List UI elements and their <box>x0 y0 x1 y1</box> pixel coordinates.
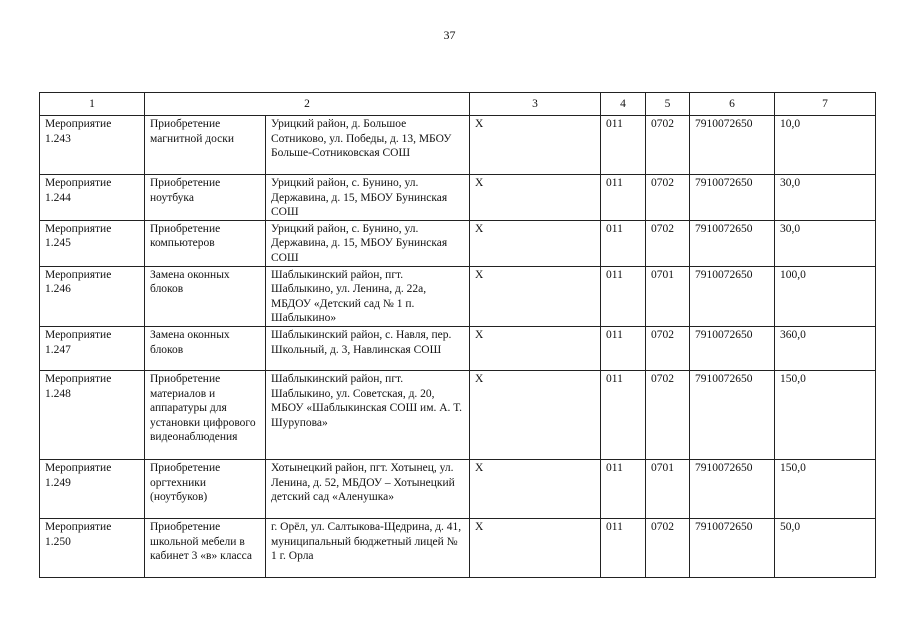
item-cell: Приобретение оргтехники (ноутбуков) <box>145 459 266 518</box>
address-cell: Урицкий район, д. Большое Сотниково, ул. Победы, д. 13, МБОУ Больше-Сотниковская СОШ <box>266 116 470 175</box>
col4-cell: 011 <box>601 326 646 370</box>
col6-cell: 7910072650 <box>690 459 775 518</box>
event-cell: Мероприятие 1.245 <box>40 220 145 266</box>
address-cell: Хотынецкий район, пгт. Хотынец, ул. Ленина, д. 52, МБДОУ – Хотынецкий детский сад «Аленушка» <box>266 459 470 518</box>
col6-cell: 7910072650 <box>690 370 775 459</box>
table-row <box>40 518 876 577</box>
header-col-3: 3 <box>470 93 601 116</box>
col4-cell: 011 <box>601 370 646 459</box>
col3-cell: X <box>470 370 601 459</box>
event-cell: Мероприятие 1.249 <box>40 459 145 518</box>
item-cell: Приобретение магнитной доски <box>145 116 266 175</box>
event-cell: Мероприятие 1.243 <box>40 116 145 175</box>
item-cell: Приобретение компьютеров <box>145 220 266 266</box>
col6-cell: 7910072650 <box>690 518 775 577</box>
col6-cell: 7910072650 <box>690 175 775 221</box>
budget-table <box>39 92 876 578</box>
header-col-5: 5 <box>646 93 690 116</box>
col4-cell: 011 <box>601 518 646 577</box>
page-number: 37 <box>443 28 456 42</box>
event-cell: Мероприятие 1.246 <box>40 266 145 326</box>
col5-cell: 0702 <box>646 220 690 266</box>
col7-cell: 360,0 <box>775 326 876 370</box>
col5-cell: 0702 <box>646 116 690 175</box>
table-row <box>40 266 876 326</box>
col3-cell: X <box>470 326 601 370</box>
item-cell: Приобретение ноутбука <box>145 175 266 221</box>
col7-cell: 50,0 <box>775 518 876 577</box>
col6-cell: 7910072650 <box>690 116 775 175</box>
address-cell: Урицкий район, с. Бунино, ул. Державина, д. 15, МБОУ Бунинская СОШ <box>266 175 470 221</box>
col7-cell: 150,0 <box>775 459 876 518</box>
col5-cell: 0702 <box>646 370 690 459</box>
col5-cell: 0702 <box>646 326 690 370</box>
col7-cell: 150,0 <box>775 370 876 459</box>
col4-cell: 011 <box>601 175 646 221</box>
item-cell: Замена оконных блоков <box>145 266 266 326</box>
col4-cell: 011 <box>601 220 646 266</box>
col3-cell: X <box>470 266 601 326</box>
col6-cell: 7910072650 <box>690 326 775 370</box>
header-col-2: 2 <box>145 93 470 116</box>
col6-cell: 7910072650 <box>690 220 775 266</box>
event-cell: Мероприятие 1.248 <box>40 370 145 459</box>
table-row <box>40 370 876 459</box>
table-row <box>40 116 876 175</box>
col4-cell: 011 <box>601 116 646 175</box>
address-cell: Шаблыкинский район, с. Навля, пер. Школьный, д. 3, Навлинская СОШ <box>266 326 470 370</box>
address-cell: Шаблыкинский район, пгт. Шаблыкино, ул. Советская, д. 20, МБОУ «Шаблыкинская СОШ им. А. Т. Шурупова» <box>266 370 470 459</box>
address-cell: Шаблыкинский район, пгт. Шаблыкино, ул. Ленина, д. 22а, МБДОУ «Детский сад № 1 п. Шаблыкино» <box>266 266 470 326</box>
item-cell: Замена оконных блоков <box>145 326 266 370</box>
address-cell: г. Орёл, ул. Салтыкова-Щедрина, д. 41, муниципальный бюджетный лицей № 1 г. Орла <box>266 518 470 577</box>
col7-cell: 10,0 <box>775 116 876 175</box>
header-col-4: 4 <box>601 93 646 116</box>
table-row <box>40 459 876 518</box>
col7-cell: 100,0 <box>775 266 876 326</box>
header-col-1: 1 <box>40 93 145 116</box>
event-cell: Мероприятие 1.250 <box>40 518 145 577</box>
col4-cell: 011 <box>601 266 646 326</box>
col3-cell: X <box>470 459 601 518</box>
event-cell: Мероприятие 1.247 <box>40 326 145 370</box>
address-cell: Урицкий район, с. Бунино, ул. Державина, д. 15, МБОУ Бунинская СОШ <box>266 220 470 266</box>
item-cell: Приобретение школьной мебели в кабинет 3 «в» класса <box>145 518 266 577</box>
col5-cell: 0702 <box>646 175 690 221</box>
header-col-7: 7 <box>775 93 876 116</box>
col7-cell: 30,0 <box>775 175 876 221</box>
col5-cell: 0702 <box>646 518 690 577</box>
col3-cell: X <box>470 175 601 221</box>
col3-cell: X <box>470 116 601 175</box>
col7-cell: 30,0 <box>775 220 876 266</box>
col4-cell: 011 <box>601 459 646 518</box>
col3-cell: X <box>470 220 601 266</box>
table-row <box>40 175 876 221</box>
table-row <box>40 220 876 266</box>
item-cell: Приобретение материалов и аппаратуры для установки цифрового видеонаблюдения <box>145 370 266 459</box>
col5-cell: 0701 <box>646 459 690 518</box>
col3-cell: X <box>470 518 601 577</box>
header-row <box>40 93 876 116</box>
col5-cell: 0701 <box>646 266 690 326</box>
event-cell: Мероприятие 1.244 <box>40 175 145 221</box>
table-row <box>40 326 876 370</box>
col6-cell: 7910072650 <box>690 266 775 326</box>
header-col-6: 6 <box>690 93 775 116</box>
